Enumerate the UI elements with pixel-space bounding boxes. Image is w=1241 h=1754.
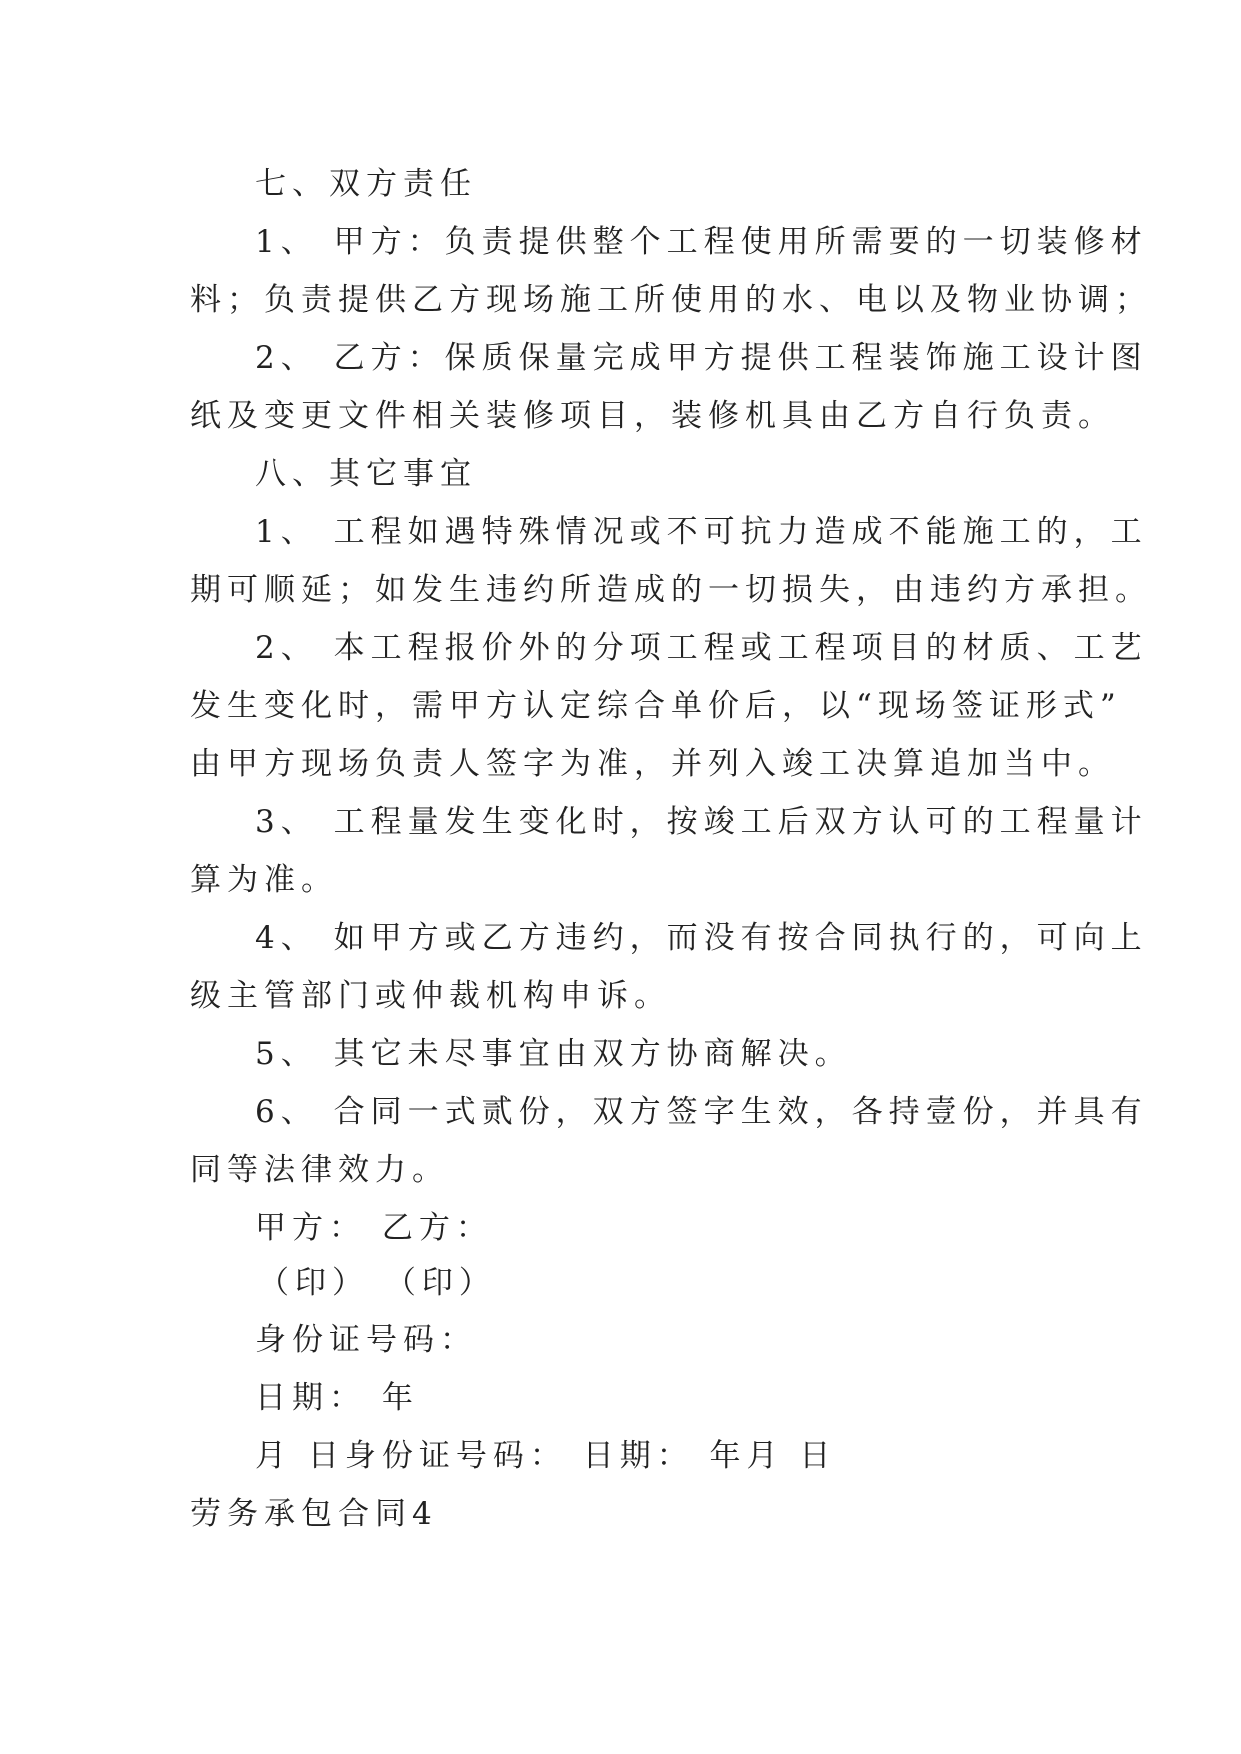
- section-heading-seven: 七、双方责任: [255, 166, 477, 202]
- next-document-title: 劳务承包合同4: [190, 1496, 438, 1532]
- paragraph-line: 同等法律效力。: [190, 1152, 449, 1188]
- paragraph-line: 级主管部门或仲裁机构申诉。: [190, 978, 671, 1014]
- paragraph-line: 2、 本工程报价外的分项工程或工程项目的材质、工艺: [255, 630, 1148, 666]
- paragraph-line: 发生变化时，需甲方认定综合单价后，以“现场签证形式”: [190, 688, 1122, 724]
- paragraph-line: 由甲方现场负责人签字为准，并列入竣工决算追加当中。: [190, 746, 1115, 782]
- paragraph-line: 1、 甲方：负责提供整个工程使用所需要的一切装修材: [255, 224, 1148, 260]
- paragraph-line: 6、 合同一式贰份，双方签字生效，各持壹份，并具有: [255, 1094, 1148, 1130]
- date-id-line: 月 日身份证号码： 日期： 年月 日: [255, 1438, 837, 1474]
- paragraph-line: 纸及变更文件相关装修项目，装修机具由乙方自行负责。: [190, 398, 1115, 434]
- id-number-label: 身份证号码：: [255, 1322, 477, 1358]
- paragraph-line: 5、 其它未尽事宜由双方协商解决。: [255, 1036, 852, 1072]
- signature-party-labels: 甲方： 乙方：: [255, 1210, 493, 1246]
- section-heading-eight: 八、其它事宜: [255, 456, 477, 492]
- date-label: 日期： 年: [255, 1380, 419, 1416]
- paragraph-line: 3、 工程量发生变化时，按竣工后双方认可的工程量计: [255, 804, 1148, 840]
- paragraph-line: 4、 如甲方或乙方违约，而没有按合同执行的，可向上: [255, 920, 1148, 956]
- seal-placeholders: （印） （印）: [258, 1265, 496, 1301]
- paragraph-line: 2、 乙方：保质保量完成甲方提供工程装饰施工设计图: [255, 340, 1148, 376]
- paragraph-line: 1、 工程如遇特殊情况或不可抗力造成不能施工的，工: [255, 514, 1148, 550]
- paragraph-line: 料；负责提供乙方现场施工所使用的水、电以及物业协调；: [190, 282, 1152, 318]
- paragraph-line: 算为准。: [190, 862, 338, 898]
- paragraph-line: 期可顺延；如发生违约所造成的一切损失，由违约方承担。: [190, 572, 1152, 608]
